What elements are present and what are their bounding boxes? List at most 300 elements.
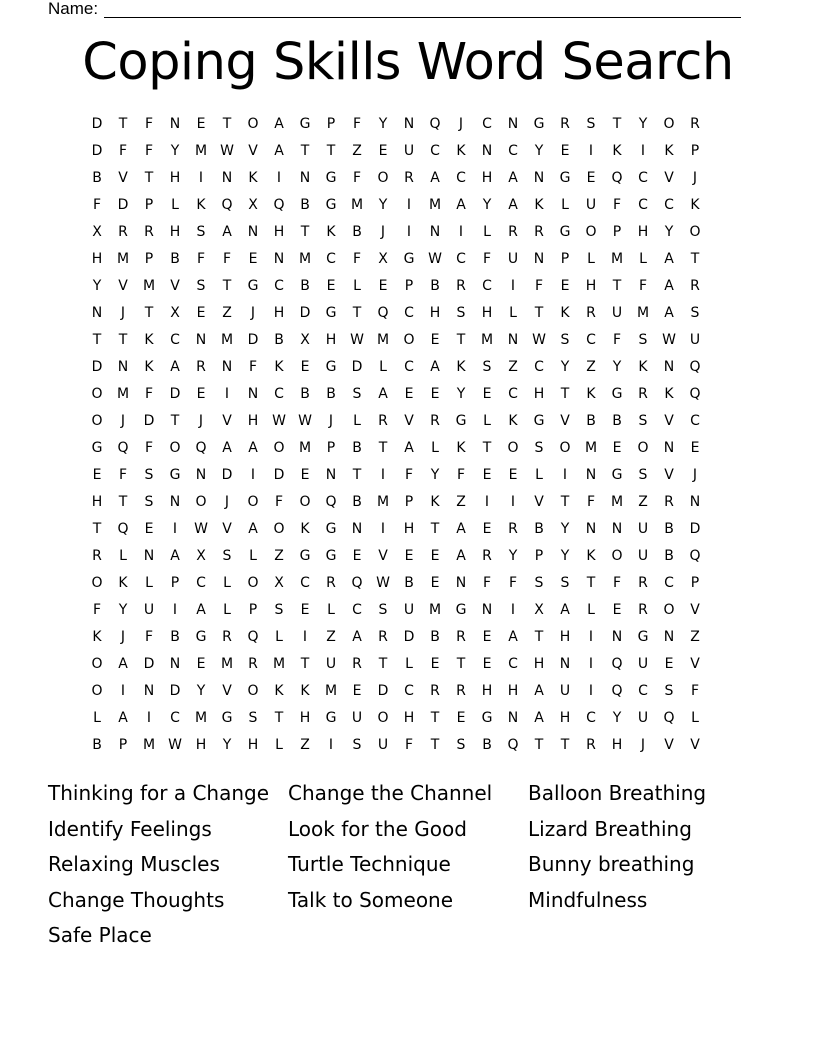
grid-letter[interactable]: R	[508, 521, 518, 537]
grid-letter[interactable]: A	[248, 440, 258, 456]
grid-letter[interactable]: V	[690, 602, 700, 618]
grid-letter[interactable]: L	[249, 548, 257, 564]
grid-letter[interactable]: R	[404, 170, 414, 186]
grid-letter[interactable]: U	[403, 602, 415, 618]
grid-letter[interactable]: R	[456, 278, 466, 294]
grid-letter[interactable]: R	[430, 413, 440, 429]
grid-letter[interactable]: H	[611, 737, 623, 753]
grid-letter[interactable]: O	[273, 440, 285, 456]
grid-letter[interactable]: K	[300, 683, 310, 699]
grid-letter[interactable]: E	[482, 656, 492, 672]
grid-letter[interactable]: E	[352, 548, 362, 564]
grid-letter[interactable]: T	[118, 332, 128, 348]
grid-letter[interactable]: J	[120, 413, 126, 429]
grid-letter[interactable]: C	[326, 251, 336, 267]
grid-letter[interactable]: T	[534, 737, 544, 753]
grid-letter[interactable]: S	[638, 467, 648, 483]
grid-letter[interactable]: R	[378, 629, 388, 645]
grid-letter[interactable]: H	[247, 737, 259, 753]
grid-letter[interactable]: O	[377, 170, 389, 186]
grid-letter[interactable]: O	[247, 575, 259, 591]
grid-letter[interactable]: F	[482, 251, 492, 267]
grid-letter[interactable]: J	[458, 116, 464, 132]
grid-letter[interactable]: H	[429, 305, 441, 321]
grid-letter[interactable]: R	[92, 548, 102, 564]
grid-letter[interactable]: H	[481, 305, 493, 321]
grid-letter[interactable]: G	[221, 710, 233, 726]
grid-letter[interactable]: G	[325, 710, 337, 726]
grid-letter[interactable]: I	[588, 683, 594, 699]
grid-letter[interactable]: C	[638, 683, 648, 699]
grid-letter[interactable]: A	[222, 224, 232, 240]
grid-letter[interactable]: X	[92, 224, 102, 240]
grid-letter[interactable]: A	[118, 656, 128, 672]
grid-letter[interactable]: K	[586, 548, 596, 564]
grid-letter[interactable]: Z	[300, 737, 310, 753]
grid-letter[interactable]: L	[405, 656, 413, 672]
grid-letter[interactable]: F	[144, 629, 154, 645]
grid-letter[interactable]: E	[196, 656, 206, 672]
grid-letter[interactable]: K	[144, 359, 154, 375]
grid-letter[interactable]: E	[300, 602, 310, 618]
grid-letter[interactable]: L	[535, 467, 543, 483]
grid-letter[interactable]: D	[221, 467, 233, 483]
grid-letter[interactable]: N	[143, 683, 155, 699]
grid-letter[interactable]: V	[222, 413, 232, 429]
grid-letter[interactable]: R	[456, 683, 466, 699]
grid-letter[interactable]: F	[404, 467, 414, 483]
grid-letter[interactable]: E	[378, 278, 388, 294]
grid-letter[interactable]: N	[247, 224, 259, 240]
grid-letter[interactable]: T	[430, 521, 440, 537]
grid-letter[interactable]: N	[533, 170, 545, 186]
grid-letter[interactable]: K	[300, 521, 310, 537]
grid-letter[interactable]: A	[508, 197, 518, 213]
grid-letter[interactable]: F	[612, 575, 622, 591]
grid-letter[interactable]: C	[534, 359, 544, 375]
grid-letter[interactable]: D	[91, 143, 103, 159]
grid-letter[interactable]: I	[198, 170, 204, 186]
grid-letter[interactable]: C	[456, 170, 466, 186]
grid-letter[interactable]: O	[559, 440, 571, 456]
grid-letter[interactable]: T	[586, 575, 596, 591]
grid-letter[interactable]: R	[664, 494, 674, 510]
grid-letter[interactable]: Q	[247, 629, 259, 645]
grid-letter[interactable]: S	[352, 386, 362, 402]
grid-letter[interactable]: F	[144, 116, 154, 132]
grid-letter[interactable]: Q	[325, 494, 337, 510]
grid-letter[interactable]: U	[611, 305, 623, 321]
grid-letter[interactable]: C	[274, 278, 284, 294]
grid-letter[interactable]: G	[195, 629, 207, 645]
grid-letter[interactable]: M	[272, 656, 286, 672]
grid-letter[interactable]: E	[586, 170, 596, 186]
grid-letter[interactable]: B	[404, 575, 414, 591]
grid-letter[interactable]: I	[380, 521, 386, 537]
grid-letter[interactable]: T	[534, 305, 544, 321]
grid-letter[interactable]: Y	[534, 143, 544, 159]
grid-letter[interactable]: T	[222, 278, 232, 294]
grid-letter[interactable]: E	[430, 575, 440, 591]
grid-letter[interactable]: L	[119, 548, 127, 564]
grid-letter[interactable]: F	[196, 251, 206, 267]
grid-letter[interactable]: T	[378, 440, 388, 456]
grid-letter[interactable]: M	[298, 440, 312, 456]
grid-letter[interactable]: S	[664, 683, 674, 699]
grid-letter[interactable]: Q	[273, 197, 285, 213]
grid-letter[interactable]: P	[690, 143, 700, 159]
grid-letter[interactable]: G	[325, 170, 337, 186]
grid-letter[interactable]: H	[91, 494, 103, 510]
grid-letter[interactable]: R	[248, 656, 258, 672]
grid-letter[interactable]: T	[144, 170, 154, 186]
grid-letter[interactable]: E	[560, 278, 570, 294]
grid-letter[interactable]: Y	[378, 116, 388, 132]
grid-letter[interactable]: W	[168, 737, 182, 753]
grid-letter[interactable]: A	[196, 602, 206, 618]
grid-letter[interactable]: S	[248, 710, 258, 726]
grid-letter[interactable]: C	[664, 197, 674, 213]
grid-letter[interactable]: R	[638, 386, 648, 402]
grid-letter[interactable]: V	[664, 467, 674, 483]
grid-letter[interactable]: P	[612, 224, 622, 240]
grid-letter[interactable]: V	[664, 170, 674, 186]
grid-letter[interactable]: C	[352, 602, 362, 618]
grid-letter[interactable]: N	[429, 224, 441, 240]
grid-letter[interactable]: B	[586, 413, 596, 429]
grid-letter[interactable]: X	[378, 251, 388, 267]
grid-letter[interactable]: O	[247, 494, 259, 510]
grid-letter[interactable]: L	[353, 413, 361, 429]
grid-letter[interactable]: N	[299, 170, 311, 186]
grid-letter[interactable]: Z	[508, 359, 518, 375]
grid-letter[interactable]: C	[482, 278, 492, 294]
grid-letter[interactable]: P	[326, 440, 336, 456]
grid-letter[interactable]: Z	[222, 305, 232, 321]
grid-letter[interactable]: G	[403, 251, 415, 267]
grid-letter[interactable]: O	[403, 332, 415, 348]
grid-letter[interactable]: I	[328, 737, 334, 753]
grid-letter[interactable]: W	[376, 575, 390, 591]
grid-letter[interactable]: Z	[456, 494, 466, 510]
grid-letter[interactable]: I	[510, 494, 516, 510]
grid-letter[interactable]: N	[247, 386, 259, 402]
grid-letter[interactable]: Y	[560, 359, 570, 375]
grid-letter[interactable]: W	[194, 521, 208, 537]
grid-letter[interactable]: G	[611, 386, 623, 402]
grid-letter[interactable]: Q	[377, 305, 389, 321]
grid-letter[interactable]: A	[430, 170, 440, 186]
grid-letter[interactable]: T	[560, 494, 570, 510]
grid-letter[interactable]: R	[690, 278, 700, 294]
grid-letter[interactable]: L	[145, 575, 153, 591]
grid-letter[interactable]: E	[404, 548, 414, 564]
grid-letter[interactable]: N	[533, 251, 545, 267]
grid-letter[interactable]: H	[481, 170, 493, 186]
grid-letter[interactable]: D	[91, 116, 103, 132]
grid-letter[interactable]: E	[144, 521, 154, 537]
grid-letter[interactable]: H	[585, 278, 597, 294]
grid-letter[interactable]: N	[585, 521, 597, 537]
grid-letter[interactable]: O	[689, 224, 701, 240]
grid-letter[interactable]: A	[664, 305, 674, 321]
grid-letter[interactable]: Y	[612, 359, 622, 375]
grid-letter[interactable]: S	[456, 305, 466, 321]
grid-letter[interactable]: T	[326, 143, 336, 159]
grid-letter[interactable]: A	[508, 170, 518, 186]
grid-letter[interactable]: D	[247, 332, 259, 348]
grid-letter[interactable]: K	[196, 197, 206, 213]
grid-letter[interactable]: M	[610, 251, 624, 267]
grid-letter[interactable]: F	[144, 440, 154, 456]
grid-letter[interactable]: T	[118, 116, 128, 132]
grid-letter[interactable]: H	[169, 224, 181, 240]
grid-letter[interactable]: N	[481, 602, 493, 618]
grid-letter[interactable]: F	[118, 467, 128, 483]
grid-letter[interactable]: E	[196, 386, 206, 402]
grid-letter[interactable]: G	[325, 521, 337, 537]
grid-letter[interactable]: N	[585, 467, 597, 483]
grid-letter[interactable]: I	[588, 629, 594, 645]
grid-letter[interactable]: N	[507, 116, 519, 132]
grid-letter[interactable]: D	[403, 629, 415, 645]
grid-letter[interactable]: E	[196, 116, 206, 132]
grid-letter[interactable]: M	[428, 197, 442, 213]
grid-letter[interactable]: G	[91, 440, 103, 456]
grid-letter[interactable]: U	[143, 602, 155, 618]
grid-letter[interactable]: M	[220, 332, 234, 348]
grid-letter[interactable]: C	[456, 251, 466, 267]
grid-letter[interactable]: C	[638, 197, 648, 213]
grid-letter[interactable]: A	[404, 440, 414, 456]
grid-letter[interactable]: E	[248, 251, 258, 267]
grid-letter[interactable]: K	[560, 305, 570, 321]
grid-letter[interactable]: F	[612, 197, 622, 213]
grid-letter[interactable]: F	[274, 494, 284, 510]
grid-letter[interactable]: N	[663, 359, 675, 375]
grid-letter[interactable]: N	[195, 332, 207, 348]
grid-letter[interactable]: K	[456, 440, 466, 456]
grid-letter[interactable]: T	[92, 332, 102, 348]
grid-letter[interactable]: A	[456, 197, 466, 213]
grid-letter[interactable]: U	[559, 683, 571, 699]
grid-letter[interactable]: I	[146, 710, 152, 726]
grid-letter[interactable]: N	[169, 494, 181, 510]
grid-letter[interactable]: B	[352, 440, 362, 456]
grid-letter[interactable]: I	[276, 170, 282, 186]
grid-letter[interactable]: X	[248, 197, 258, 213]
grid-letter[interactable]: C	[274, 386, 284, 402]
grid-letter[interactable]: Y	[170, 143, 180, 159]
grid-letter[interactable]: Q	[611, 683, 623, 699]
grid-letter[interactable]: Y	[612, 710, 622, 726]
grid-letter[interactable]: T	[170, 413, 180, 429]
grid-letter[interactable]: I	[224, 386, 230, 402]
grid-letter[interactable]: F	[118, 143, 128, 159]
grid-letter[interactable]: T	[222, 116, 232, 132]
grid-letter[interactable]: N	[195, 467, 207, 483]
grid-letter[interactable]: G	[533, 413, 545, 429]
grid-letter[interactable]: G	[325, 548, 337, 564]
grid-letter[interactable]: Y	[638, 116, 648, 132]
grid-letter[interactable]: W	[220, 143, 234, 159]
grid-letter[interactable]: O	[637, 440, 649, 456]
grid-letter[interactable]: V	[248, 143, 258, 159]
grid-letter[interactable]: Q	[195, 440, 207, 456]
grid-letter[interactable]: K	[456, 359, 466, 375]
grid-letter[interactable]: T	[612, 278, 622, 294]
grid-letter[interactable]: M	[194, 710, 208, 726]
grid-letter[interactable]: T	[456, 656, 466, 672]
grid-letter[interactable]: T	[300, 143, 310, 159]
grid-letter[interactable]: B	[92, 737, 102, 753]
grid-letter[interactable]: G	[559, 170, 571, 186]
grid-letter[interactable]: W	[350, 332, 364, 348]
grid-letter[interactable]: I	[380, 467, 386, 483]
grid-letter[interactable]: C	[404, 683, 414, 699]
grid-letter[interactable]: R	[326, 575, 336, 591]
grid-letter[interactable]: J	[224, 494, 230, 510]
grid-letter[interactable]: F	[248, 359, 258, 375]
grid-letter[interactable]: S	[196, 278, 206, 294]
grid-letter[interactable]: U	[637, 710, 649, 726]
name-blank-field[interactable]	[104, 3, 741, 18]
grid-letter[interactable]: E	[560, 143, 570, 159]
grid-letter[interactable]: U	[585, 197, 597, 213]
grid-letter[interactable]: X	[300, 332, 310, 348]
grid-letter[interactable]: T	[352, 467, 362, 483]
grid-letter[interactable]: K	[638, 359, 648, 375]
grid-letter[interactable]: M	[116, 251, 130, 267]
grid-letter[interactable]: B	[274, 332, 284, 348]
grid-letter[interactable]: N	[611, 521, 623, 537]
grid-letter[interactable]: V	[664, 737, 674, 753]
grid-letter[interactable]: Q	[689, 548, 701, 564]
grid-letter[interactable]: T	[430, 737, 440, 753]
grid-letter[interactable]: O	[91, 413, 103, 429]
grid-letter[interactable]: I	[120, 683, 126, 699]
grid-letter[interactable]: Q	[351, 575, 363, 591]
grid-letter[interactable]: Z	[586, 359, 596, 375]
grid-letter[interactable]: E	[612, 440, 622, 456]
grid-letter[interactable]: N	[169, 656, 181, 672]
grid-letter[interactable]: H	[507, 683, 519, 699]
grid-letter[interactable]: S	[638, 413, 648, 429]
grid-letter[interactable]: L	[483, 224, 491, 240]
grid-letter[interactable]: B	[352, 494, 362, 510]
grid-letter[interactable]: L	[509, 305, 517, 321]
grid-letter[interactable]: I	[172, 521, 178, 537]
grid-letter[interactable]: R	[690, 116, 700, 132]
grid-letter[interactable]: E	[430, 386, 440, 402]
grid-letter[interactable]: E	[430, 656, 440, 672]
grid-letter[interactable]: O	[377, 710, 389, 726]
grid-letter[interactable]: O	[663, 116, 675, 132]
grid-letter[interactable]: G	[533, 116, 545, 132]
grid-letter[interactable]: K	[118, 575, 128, 591]
grid-letter[interactable]: T	[144, 305, 154, 321]
grid-letter[interactable]: V	[664, 413, 674, 429]
grid-letter[interactable]: Y	[508, 548, 518, 564]
grid-letter[interactable]: E	[430, 332, 440, 348]
grid-letter[interactable]: H	[325, 332, 337, 348]
grid-letter[interactable]: I	[406, 224, 412, 240]
grid-letter[interactable]: N	[507, 710, 519, 726]
grid-letter[interactable]: A	[456, 521, 466, 537]
grid-letter[interactable]: H	[403, 710, 415, 726]
grid-letter[interactable]: E	[612, 602, 622, 618]
grid-letter[interactable]: I	[510, 278, 516, 294]
grid-letter[interactable]: L	[639, 251, 647, 267]
grid-letter[interactable]: I	[562, 467, 568, 483]
grid-letter[interactable]: Z	[274, 548, 284, 564]
grid-letter[interactable]: V	[118, 170, 128, 186]
grid-letter[interactable]: M	[194, 143, 208, 159]
grid-letter[interactable]: P	[144, 251, 154, 267]
grid-letter[interactable]: K	[144, 332, 154, 348]
grid-letter[interactable]: Q	[507, 737, 519, 753]
grid-letter[interactable]: T	[456, 332, 466, 348]
grid-letter[interactable]: F	[352, 116, 362, 132]
grid-letter[interactable]: C	[586, 332, 596, 348]
grid-letter[interactable]: P	[118, 737, 128, 753]
grid-letter[interactable]: B	[92, 170, 102, 186]
grid-letter[interactable]: E	[196, 305, 206, 321]
grid-letter[interactable]: E	[404, 386, 414, 402]
grid-letter[interactable]: G	[169, 467, 181, 483]
grid-letter[interactable]: M	[584, 440, 598, 456]
grid-letter[interactable]: I	[250, 467, 256, 483]
grid-letter[interactable]: Y	[456, 386, 466, 402]
grid-letter[interactable]: O	[663, 602, 675, 618]
grid-letter[interactable]: C	[508, 656, 518, 672]
grid-letter[interactable]: Q	[117, 440, 129, 456]
grid-letter[interactable]: C	[170, 332, 180, 348]
grid-letter[interactable]: N	[273, 251, 285, 267]
grid-letter[interactable]: L	[587, 251, 595, 267]
grid-letter[interactable]: M	[220, 656, 234, 672]
grid-letter[interactable]: M	[428, 602, 442, 618]
grid-letter[interactable]: J	[640, 737, 646, 753]
grid-letter[interactable]: M	[350, 197, 364, 213]
grid-letter[interactable]: C	[404, 305, 414, 321]
grid-letter[interactable]: Y	[222, 737, 232, 753]
grid-letter[interactable]: O	[91, 683, 103, 699]
grid-letter[interactable]: N	[221, 170, 233, 186]
grid-letter[interactable]: R	[508, 224, 518, 240]
grid-letter[interactable]: P	[170, 575, 180, 591]
grid-letter[interactable]: N	[559, 656, 571, 672]
grid-letter[interactable]: S	[144, 467, 154, 483]
grid-letter[interactable]: T	[430, 710, 440, 726]
grid-letter[interactable]: B	[612, 413, 622, 429]
grid-letter[interactable]: L	[223, 602, 231, 618]
grid-letter[interactable]: T	[300, 656, 310, 672]
grid-letter[interactable]: U	[403, 143, 415, 159]
grid-letter[interactable]: E	[482, 386, 492, 402]
grid-letter[interactable]: A	[430, 359, 440, 375]
grid-letter[interactable]: X	[196, 548, 206, 564]
grid-letter[interactable]: J	[692, 467, 698, 483]
grid-letter[interactable]: R	[352, 656, 362, 672]
grid-letter[interactable]: Y	[560, 548, 570, 564]
grid-letter[interactable]: F	[144, 386, 154, 402]
grid-letter[interactable]: L	[93, 710, 101, 726]
grid-letter[interactable]: F	[612, 332, 622, 348]
grid-letter[interactable]: O	[169, 440, 181, 456]
grid-letter[interactable]: M	[636, 305, 650, 321]
grid-letter[interactable]: T	[378, 656, 388, 672]
